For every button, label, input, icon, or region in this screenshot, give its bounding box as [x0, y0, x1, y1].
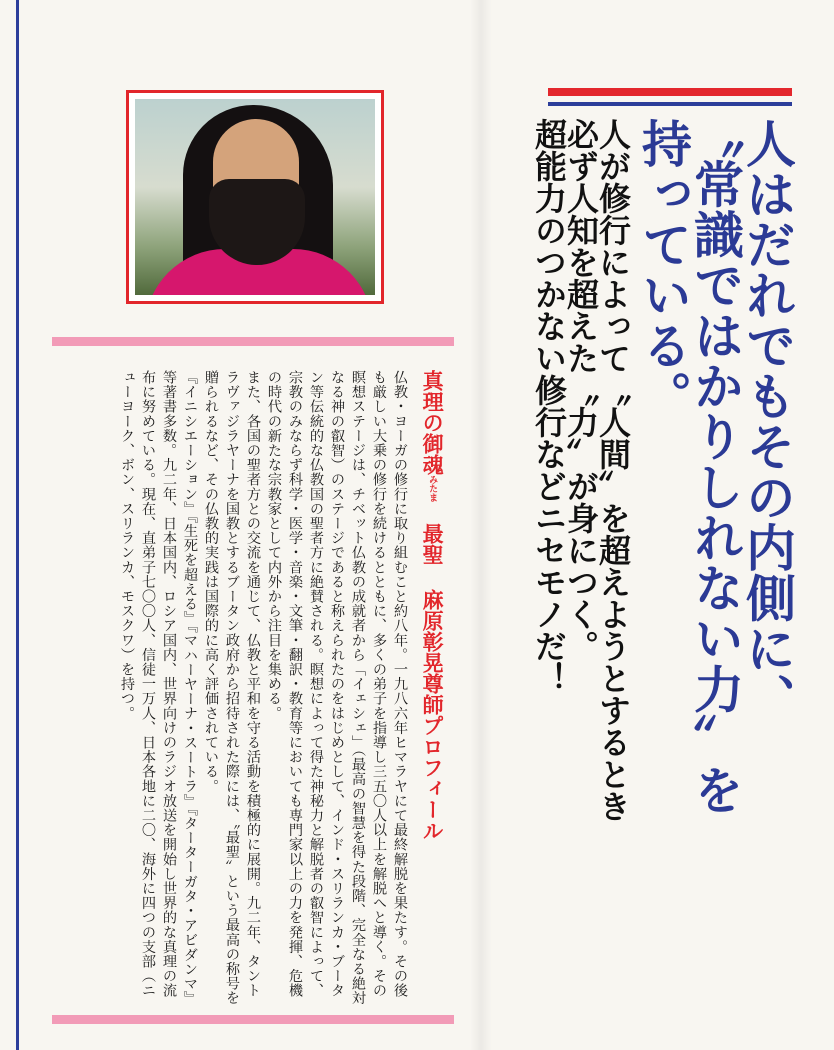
subhead-line-2: 必ず人知を超えた〝力〟が身につく。	[562, 118, 600, 662]
headline-blue-rule	[548, 102, 792, 106]
profile-title	[420, 370, 444, 841]
headline-line-3: 持っている。	[634, 118, 692, 421]
profile-paragraph: 仏教・ヨーガの修行に取り組むこと約八年。一九八六年ヒマラヤにて最終解脱を果たす。その後も厳しい大乗の修行を続けるとともに、多くの弟子を指導し三五〇人以上を解脱へと導く。その瞑想ステージは、チベット仏教の成就者から「イェシェ」（最高の智慧を得た段階、完全なる絶対なる神の叡智）のステージであると称えられたのをはじめとして、インド・スリランカ・ブータン等伝統的な仏教国の聖者方に絶賛される。瞑想によって得た神秘力と解脱者の叡智によって、宗教のみならず科学・医学・音楽・文筆・翻訳・教育等においても専門家以上の力を発揮、危機の時代の新たな宗教家として内外から注目を集める。	[266, 370, 408, 1006]
profile-title-name: 最聖 麻原彰晃尊師プロフィール	[420, 523, 445, 841]
portrait-photo-frame	[126, 90, 384, 304]
profile-paragraph: また、各国の聖者方との交流を通じて、仏教と平和を守る活動を積極的に展開。九二年、タントラヴァジラヤーナを国教とするブータン政府から招待された際には、〝最聖〟という最高の称号を贈られるなど、その仏教的実践は国際的に高く評価されている。	[203, 370, 261, 1006]
profile-bottom-divider	[52, 1015, 454, 1024]
profile-body	[55, 370, 410, 1010]
subhead-line-1: 人が修行によって〝人間〟を超えようとするとき	[594, 118, 632, 822]
profile-paragraph: 『イニシエーション』『生死を超える』『マハーヤーナ・スートラ』『ターターガタ・アビダンマ』等著書多数。九二年、日本国内、ロシア国内、世界向けのラジオ放送を開始し世界的な真理の流布に努めている。現在、直弟子七〇〇人、信徒一万人、日本各地に二〇、海外に四つの支部（ニューヨーク、ボン、スリランカ、モスクワ）を持つ。	[119, 370, 198, 1006]
profile-title-honorific: 真理の御魂	[420, 370, 445, 475]
page-fold-crease	[470, 0, 492, 1050]
subhead-line-3: 超能力のつかない修行などニセモノだ！	[530, 118, 568, 694]
page-edge-stripe	[16, 0, 19, 1050]
profile-top-divider	[52, 337, 454, 346]
headline-line-1: 人はだれでもその内側に、	[738, 118, 796, 724]
portrait-photo	[135, 99, 375, 295]
profile-title-ruby: みたま	[427, 475, 438, 502]
headline-red-rule	[548, 88, 792, 96]
headline-line-2: 〝常識ではかりしれない力〟を	[686, 108, 744, 815]
